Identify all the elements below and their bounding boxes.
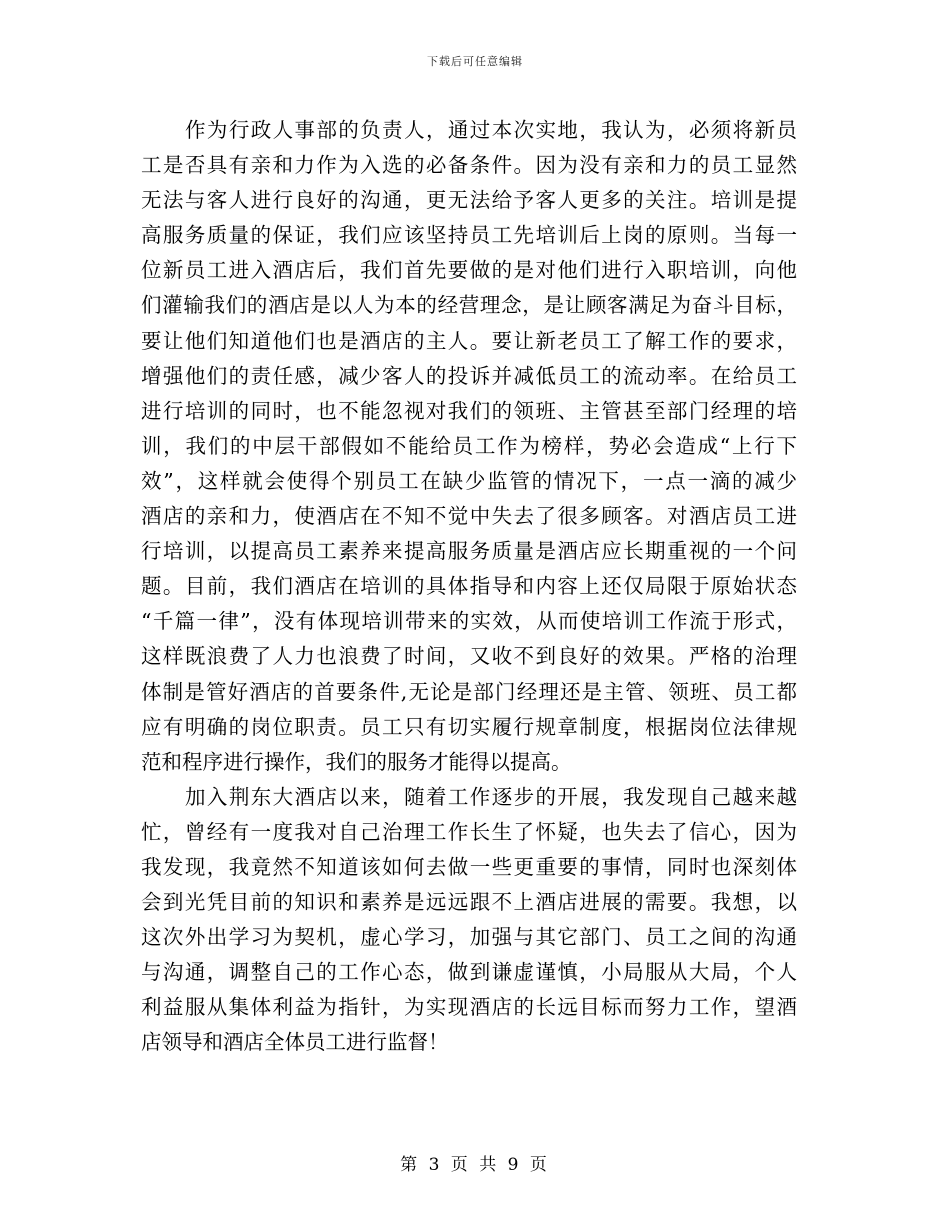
paragraph-2 [141, 780, 797, 1061]
text-line: 应有明确的岗位职责。员工只有切实履行规章制度，根据岗位法律规 [141, 714, 797, 739]
page-header: 下载后可任意编辑 [427, 55, 523, 68]
text-line: 与沟通，调整自己的工作心态，做到谦虚谨慎，小局服从大局，个人 [141, 960, 797, 985]
text-line: 这样既浪费了人力也浪费了时间，又收不到良好的效果。严格的治理 [141, 644, 797, 669]
text-line: 忙，曾经有一度我对自己治理工作长生了怀疑，也失去了信心，因为 [141, 819, 797, 844]
text-line: 利益服从集体利益为指针，为实现酒店的长远目标而努力工作，望酒 [141, 995, 797, 1020]
text-line: 这次外出学习为契机，虚心学习，加强与其它部门、员工之间的沟通 [141, 925, 797, 950]
text-line: 加入荆东大酒店以来，随着工作逐步的开展，我发现自己越来越 [185, 784, 797, 809]
text-line: 行培训，以提高员工素养来提高服务质量是酒店应长期重视的一个问 [141, 539, 797, 564]
text-line: 位新员工进入酒店后，我们首先要做的是对他们进行入职培训，向他 [141, 258, 797, 283]
text-line: 进行培训的同时，也不能忽视对我们的领班、主管甚至部门经理的培 [141, 398, 797, 423]
text-line: 作为行政人事部的负责人，通过本次实地，我认为，必须将新员 [185, 118, 797, 142]
text-line: 范和程序进行操作，我们的服务才能得以提高。 [141, 749, 572, 774]
text-line: 增强他们的责任感，减少客人的投诉并减低员工的流动率。在给员工 [141, 363, 797, 388]
text-line: 无法与客人进行良好的沟通，更无法给予客人更多的关注。培训是提 [141, 188, 797, 213]
text-line: 体制是管好酒店的首要条件,无论是部门经理还是主管、领班、员工都 [141, 679, 797, 704]
text-line: 会到光凭目前的知识和素养是远远跟不上酒店进展的需要。我想，以 [141, 890, 797, 915]
paragraph-1 [141, 113, 797, 780]
text-line: 效”，这样就会使得个别员工在缺少监管的情况下，一点一滴的减少 [141, 468, 797, 493]
text-line: 工是否具有亲和力作为入选的必备条件。因为没有亲和力的员工显然 [141, 153, 797, 178]
text-line: 训，我们的中层干部假如不能给员工作为榜样，势必会造成“上行下 [141, 433, 797, 458]
text-line: 题。目前，我们酒店在培训的具体指导和内容上还仅局限于原始状态 [141, 574, 797, 599]
text-line: 酒店的亲和力，使酒店在不知不觉中失去了很多顾客。对酒店员工进 [141, 504, 797, 529]
text-line: 店领导和酒店全体员工进行监督！ [141, 1030, 449, 1055]
text-line: 我发现，我竟然不知道该如何去做一些更重要的事情，同时也深刻体 [141, 854, 797, 879]
text-line: 高服务质量的保证，我们应该坚持员工先培训后上岗的原则。当每一 [141, 223, 797, 248]
text-line: 们灌输我们的酒店是以人为本的经营理念，是让顾客满足为奋斗目标， [141, 293, 797, 318]
text-line: “千篇一律”，没有体现培训带来的实效，从而使培训工作流于形式， [141, 609, 797, 634]
page-footer: 第 3 页 共 9 页 [400, 1155, 550, 1175]
document-body [141, 113, 797, 1061]
text-line: 要让他们知道他们也是酒店的主人。要让新老员工了解工作的要求， [141, 328, 797, 353]
